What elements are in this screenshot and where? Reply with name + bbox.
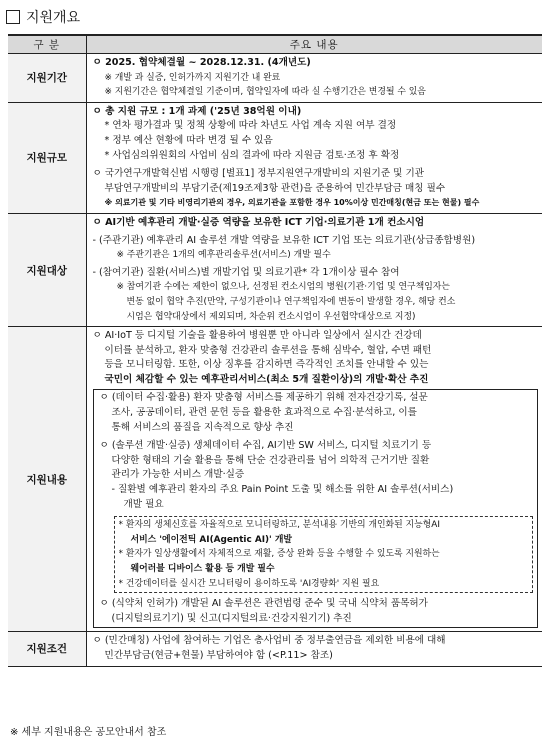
target-note: 변동 없이 협약 추진(만약, 구성기관이나 연구책임자에 변동이 발생할 경우, 해당 컨소: [126, 296, 456, 307]
scale-bullet: * 사업심의위원회의 사업비 심의 결과에 따라 지원금 검토·조정 후 확정: [104, 149, 400, 161]
row-label-condition: 지원조건: [8, 632, 86, 666]
box-item-1: 통해 서비스의 품질을 지속적으로 향상 추진: [111, 421, 294, 433]
inner-note: 서비스 '에이전틱 AI(Agentic AI)' 개발: [130, 534, 293, 545]
row-content-content: [86, 327, 542, 632]
box-item-2: 다양한 형태의 기술 활용을 통해 단순 건강관리를 넘어 의학적 근거기반 질환: [111, 454, 430, 466]
target-line: - (주관기관) 예후관리 AI 솔루션 개발 역량을 보유한 ICT 기업 또는 의료기관(상급종합병원): [92, 234, 476, 246]
inner-dashed-box: [114, 516, 534, 593]
row-label-target: 지원대상: [8, 213, 86, 326]
content-intro: 국민이 체감할 수 있는 예후관리서비스(최소 5개 질환이상)의 개발·확산 추진: [104, 373, 429, 385]
target-note: 시엄은 협약대상에서 제외되며, 차순위 컨소시엄이 우선협약대상으로 지정): [126, 311, 416, 322]
box-item-2: - 질환별 예후관리 환자의 주요 Pain Point 도출 및 해소를 위한 AI 솔루션(서비스): [111, 484, 454, 496]
box-item-3: (디지털의료기기) 및 신고(디지털의료·건강지원기기) 추진: [111, 612, 352, 624]
scale-note: ※ 의료기관 및 기타 비영리기관의 경우, 의료기관을 포함한 경우 10%이상 민간매칭(현금 또는 현물) 필수: [104, 198, 480, 208]
support-overview-table: [8, 34, 542, 667]
condition-line: 민간부담금(현금+현물) 부담하여야 함 (<P.11> 참조): [104, 649, 333, 661]
row-target: [8, 213, 542, 326]
scale-line: ㅇ 총 지원 규모 : 1개 과제 ('25년 38억원 이내): [92, 105, 302, 117]
target-line: - (참여기관) 질환(서비스)별 개발기업 및 의료기관* 각 1개이상 필수 참여: [92, 266, 400, 278]
row-scale: [8, 102, 542, 213]
content-intro: 이터를 분석하고, 환자 맞춤형 건강관리 솔루션을 통해 심박수, 혈압, 수면 패턴: [104, 344, 432, 356]
inner-note: * 환자의 생체신호를 자율적으로 모니터링하고, 분석내용 기반의 개인화된 지능형AI: [118, 520, 440, 531]
inner-note: 웨어러블 디바이스 활용 등 개발 필수: [130, 564, 275, 574]
box-item-1: ㅇ (데이터 수집·활용) 환자 맞춤형 서비스를 제공하기 위해 전자건강기록, 설문: [99, 392, 428, 404]
box-item-1: 조사, 공공데이터, 관련 문헌 등을 활용한 효과적으로 수집·분석하고, 이를: [111, 407, 417, 419]
row-content-period: [86, 54, 542, 103]
section-title-text: 지원개요: [26, 10, 81, 26]
period-note: ※ 개발 과 실증, 인허가까지 지원기간 내 완료: [104, 72, 281, 83]
scale-bullet: * 정부 예산 현황에 따라 변경 될 수 있음: [104, 134, 273, 146]
content-detail-box: [93, 389, 539, 628]
box-item-2: 관리가 가능한 서비스 개발·실증: [111, 469, 245, 481]
scale-line: 부담연구개발비의 부담기준(제19조제3항 관련)을 준용하여 민간부담금 매칭 필수: [104, 182, 446, 194]
row-content-condition: [86, 632, 542, 666]
row-label-scale: 지원규모: [8, 102, 86, 213]
content-intro: 등을 모니터링함. 또한, 이상 징후를 감지하면 즉각적인 조치를 안내할 수 있는: [104, 359, 429, 371]
section-title: [6, 6, 80, 28]
row-label-period: 지원기간: [8, 54, 86, 103]
header-category: 구 분: [8, 35, 86, 54]
row-content: [8, 327, 542, 632]
condition-line: ㅇ (민간매칭) 사업에 참여하는 기업은 총사업비 중 정부출연금을 제외한 비용에 대해: [92, 635, 446, 647]
inner-note: * 환자가 일상생활에서 자체적으로 재활, 증상 완화 등을 수행할 수 있도록 지원하는: [118, 549, 440, 560]
footnote: ※ 세부 지원내용은 공모안내서 참조: [10, 727, 167, 738]
period-note: ※ 지원기간은 협약체결일 기준이며, 협약일자에 따라 실 수행기간은 변경될 수 있음: [104, 87, 426, 98]
row-condition: [8, 632, 542, 666]
header-content: 주요 내용: [86, 35, 542, 54]
target-note: ※ 주관기관은 1개의 예후관리솔루션(서비스) 개발 필수: [116, 250, 331, 261]
inner-note: * 건강데이터를 실시간 모니터링이 용이하도록 'AI경량화' 지원 필요: [118, 578, 380, 589]
row-content-scale: [86, 102, 542, 213]
target-note: ※ 참여기관 수에는 제한이 없으나, 선정된 컨소시엄의 병원(기관·기업 및 연구책임자는: [116, 282, 450, 293]
box-item-2: ㅇ (솔루션 개발·실증) 생체데이터 수집, AI기반 SW 서비스, 디지털 치료기기 등: [99, 440, 432, 452]
box-item-3: ㅇ (식약처 인허가) 개발된 AI 솔루션은 관련법령 준수 및 국내 식약처 품목허가: [99, 598, 428, 610]
content-intro: ㅇ AI·IoT 등 디지털 기술을 활용하여 병원뿐 만 아니라 일상에서 실시간 건강데: [92, 330, 422, 342]
period-line: ㅇ 2025. 협약체결월 ~ 2028.12.31. (4개년도): [92, 57, 311, 68]
box-item-2: 개발 필요: [123, 498, 164, 510]
row-label-content: 지원내용: [8, 327, 86, 632]
scale-bullet: * 연차 평가결과 및 정책 상황에 따라 차년도 사업 계속 지원 여부 결정: [104, 120, 397, 132]
target-line: ㅇ AI기반 예후관리 개발·실증 역량을 보유한 ICT 기업·의료기관 1개 컨소시엄: [92, 216, 425, 228]
row-content-target: [86, 213, 542, 326]
row-period: [8, 54, 542, 103]
scale-line: ㅇ 국가연구개발혁신법 시행령 [별표1] 정부지원연구개발비의 지원기준 및 기관: [92, 168, 424, 180]
table-header-row: [8, 35, 542, 54]
checkbox-icon: [6, 10, 20, 24]
